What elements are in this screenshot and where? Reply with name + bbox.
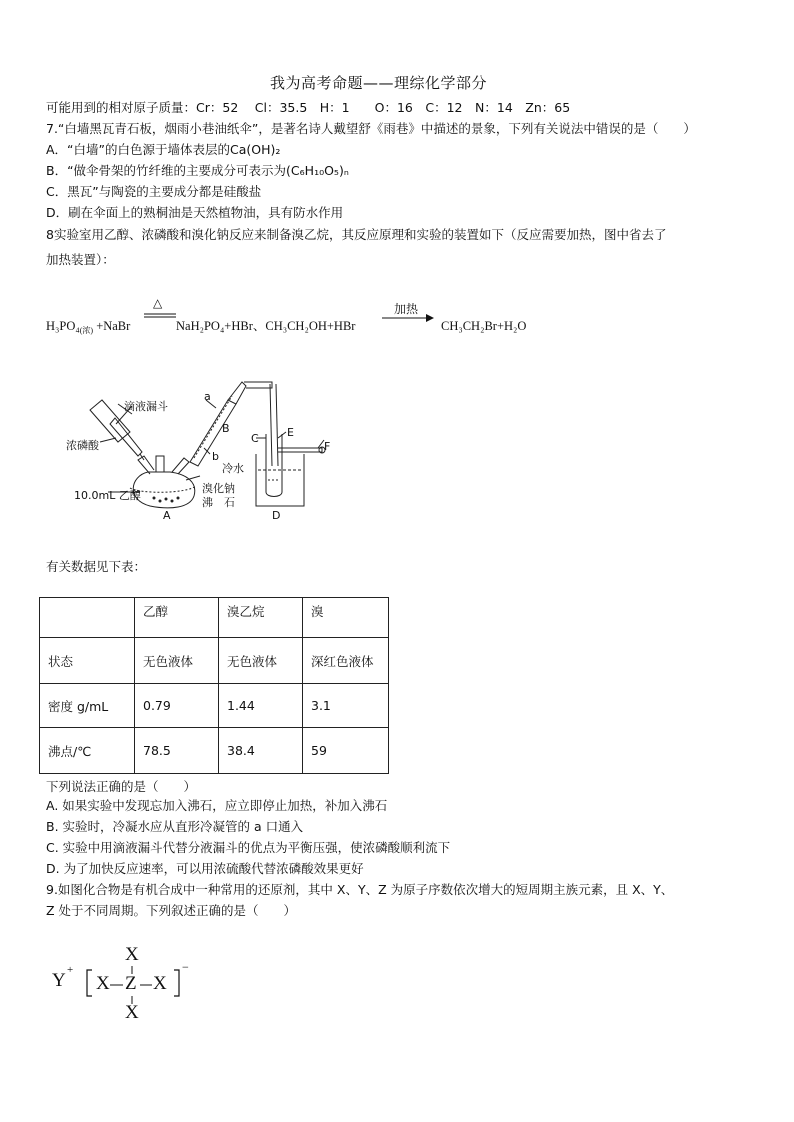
table-cell: 3.1 [303, 684, 389, 728]
table-cell: 状态 [40, 638, 135, 684]
label-C: C [251, 432, 259, 445]
label-B: B [222, 422, 230, 435]
q8-stem-line1: 8实验室用乙醇、浓磷酸和溴化钠反应来制备溴乙烷，其反应原理和实验的装置如下（反应需要加热，图中省去了 [46, 227, 667, 242]
table-cell: 无色液体 [135, 638, 219, 684]
table-intro: 有关数据见下表： [46, 559, 147, 574]
table-cell: 密度 g/mL [40, 684, 135, 728]
struct-center: Z [125, 973, 137, 994]
reaction-state-conc: (浓) [79, 326, 94, 335]
struct-cation-charge: + [67, 964, 74, 976]
table-header-cell: 溴 [303, 598, 389, 638]
label-nabr: 溴化钠 [202, 482, 235, 495]
label-E: E [287, 426, 294, 439]
table-cell: 1.44 [219, 684, 303, 728]
label-A: A [163, 509, 171, 522]
struct-ligand-right: X [153, 973, 167, 994]
table-row [40, 684, 389, 728]
page-title: 我为高考命题——理综化学部分 [270, 74, 488, 92]
struct-bracket-right [172, 968, 182, 998]
label-boiling-stone: 沸 石 [202, 496, 235, 509]
reaction-heat-triangle: △ [153, 296, 163, 310]
q9-stem-line2: Z 处于不同周期。下列叙述正确的是（ ） [46, 903, 297, 918]
label-ethanol: 10.0mL 乙醇 [74, 489, 141, 502]
struct-bracket-left [84, 968, 94, 998]
table-cell: 沸点/℃ [40, 728, 135, 774]
table-header-row [40, 598, 389, 638]
struct-ligand-bottom: X [125, 1002, 139, 1023]
struct-bonds [108, 960, 158, 1010]
table-row [40, 638, 389, 684]
label-D: D [272, 509, 281, 522]
q7-option-b: B．“做伞骨架的竹纤维的主要成分可表示为(C₆H₁₀O₅)ₙ [46, 163, 349, 178]
reaction-part3: CH₃CH₂Br+H₂O [441, 319, 527, 333]
q7-option-a: A．“白墙”的白色源于墙体表层的Ca(OH)₂ [46, 142, 281, 157]
q8-option-d: D. 为了加快反应速率，可以用浓硫酸代替浓磷酸效果更好 [46, 861, 364, 876]
table-cell: 0.79 [135, 684, 219, 728]
q7-option-d: D．刷在伞面上的熟桐油是天然植物油，具有防水作用 [46, 205, 344, 220]
table-cell: 38.4 [219, 728, 303, 774]
struct-ligand-left: X [96, 973, 110, 994]
label-cold-water: 冷水 [222, 462, 244, 475]
struct-cation: Y [52, 970, 66, 991]
table-cell: 无色液体 [219, 638, 303, 684]
reaction-part2: NaH₂PO₄+HBr、CH₃CH₂OH+HBr [176, 319, 356, 333]
q8-option-a: A. 如果实验中发现忘加入沸石，应立即停止加热，补加入沸石 [46, 798, 388, 813]
table-cell: 深红色液体 [303, 638, 389, 684]
label-conc-phosphoric: 浓磷酸 [66, 439, 99, 452]
table-header-cell [40, 598, 135, 638]
q7-stem: 7.“白墙黑瓦青石板，烟雨小巷油纸伞”，是著名诗人戴望舒《雨巷》中描述的景象，下列有关说法中错误的是（ ） [46, 121, 696, 136]
q8-option-c: C. 实验中用滴液漏斗代替分液漏斗的优点为平衡压强，使浓磷酸顺利流下 [46, 840, 451, 855]
struct-anion-charge: − [182, 960, 189, 974]
label-F: F [324, 440, 331, 453]
q7-option-c: C．黑瓦”与陶瓷的主要成分都是硅酸盐 [46, 184, 262, 199]
data-table [39, 597, 389, 774]
table-header-cell: 溴乙烷 [219, 598, 303, 638]
reaction-heat-label: 加热 [394, 302, 419, 316]
reaction-h3po4: H₃PO₄ [46, 319, 80, 333]
q9-stem-line1: 9.如图化合物是有机合成中一种常用的还原剂，其中 X、Y、Z 为原子序数依次增大的短周期主族元素，且 X、Y、 [46, 882, 674, 897]
table-cell: 78.5 [135, 728, 219, 774]
table-row [40, 728, 389, 774]
q8-option-b: B. 实验时，冷凝水应从直形冷凝管的 a 口通入 [46, 819, 304, 834]
table-cell: 59 [303, 728, 389, 774]
q8-options-stem: 下列说法正确的是（ ） [46, 779, 197, 794]
atomic-masses-line: 可能用到的相对原子质量：Cr：52 Cl：35.5 H：1 O：16 C：12 N：14 Zn：65 [46, 100, 571, 115]
label-dropping-funnel: 滴液漏斗 [124, 400, 168, 413]
struct-ligand-top: X [125, 944, 139, 965]
label-b: b [212, 450, 219, 463]
table-header-cell: 乙醇 [135, 598, 219, 638]
reaction-nabr: +NaBr [93, 319, 131, 333]
label-a: a [204, 390, 211, 403]
q8-stem-line2: 加热装置）： [46, 252, 115, 267]
reaction-part1 [46, 317, 130, 340]
